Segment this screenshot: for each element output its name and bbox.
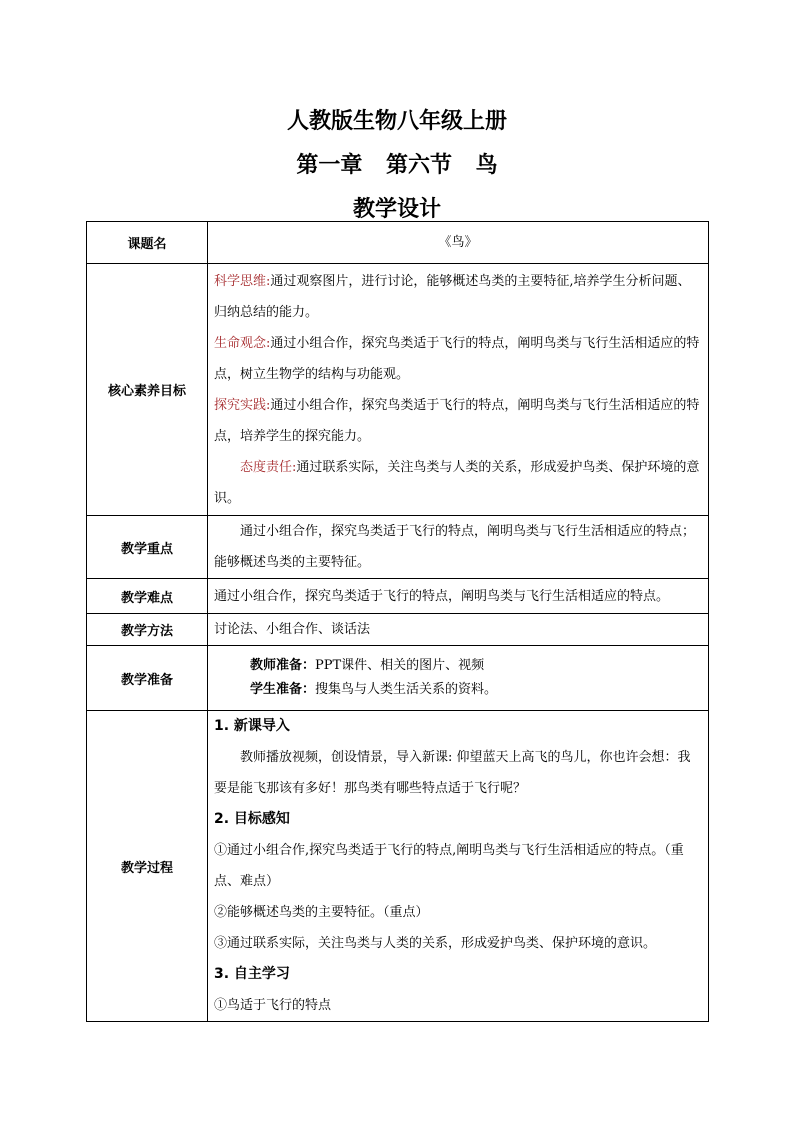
teacher-prep xyxy=(214,654,702,678)
list-item: ②能够概述鸟类的主要特征。（重点） xyxy=(214,905,429,920)
row-key-points xyxy=(87,516,709,579)
goal-tag: 生命观念: xyxy=(214,335,271,351)
label-key-points: 教学重点 xyxy=(87,516,208,579)
value-key-points: 通过小组合作，探究鸟类适于飞行的特点，阐明鸟类与飞行生活相适应的特点；能够概述鸟类的主要特征。 xyxy=(208,516,709,579)
label-difficulties: 教学难点 xyxy=(87,579,208,614)
label-goals: 核心素养目标 xyxy=(87,264,208,516)
lesson-plan-table xyxy=(86,221,709,1022)
goal-item xyxy=(214,328,702,390)
label-preparation: 教学准备 xyxy=(87,646,208,711)
goal-text: 通过联系实际，关注鸟类与人类的关系，形成爱护鸟类、保护环境的意识。 xyxy=(214,459,700,506)
row-goals xyxy=(87,264,709,516)
student-prep-tag: 学生准备： xyxy=(250,682,316,697)
list-item: ①鸟适于飞行的特点 xyxy=(214,998,332,1013)
label-methods: 教学方法 xyxy=(87,614,208,646)
goal-item xyxy=(214,452,702,514)
list-item: ③通过联系实际，关注鸟类与人类的关系，形成爱护鸟类、保护环境的意识。 xyxy=(214,936,657,951)
teacher-prep-tag: 教师准备： xyxy=(250,658,316,673)
row-methods xyxy=(87,614,709,646)
goal-item xyxy=(214,390,702,452)
value-topic: 《鸟》 xyxy=(208,222,709,264)
student-prep-text: 搜集鸟与人类生活关系的资料。 xyxy=(315,682,498,697)
goal-tag: 探究实践: xyxy=(214,397,271,413)
goal-text: 通过小组合作，探究鸟类适于飞行的特点，阐明鸟类与飞行生活相适应的特点，培养学生的探究能力。 xyxy=(214,397,700,444)
value-methods: 讨论法、小组合作、谈话法 xyxy=(208,614,709,646)
value-difficulties: 通过小组合作，探究鸟类适于飞行的特点，阐明鸟类与飞行生活相适应的特点。 xyxy=(208,579,709,614)
title-textbook: 人教版生物八年级上册 xyxy=(286,109,507,134)
goal-tag: 科学思维: xyxy=(214,273,271,289)
goal-text: 通过观察图片，进行讨论，能够概述鸟类的主要特征,培养学生分析问题、归纳总结的能力。 xyxy=(214,273,691,320)
value-preparation xyxy=(208,646,709,711)
title-teaching-design: 教学设计 xyxy=(352,197,441,222)
teacher-prep-text: PPT课件、相关的图片、视频 xyxy=(315,658,485,673)
goal-tag: 态度责任: xyxy=(240,459,297,475)
section-title: 2. 目标感知 xyxy=(214,811,290,827)
section-title: 1. 新课导入 xyxy=(214,718,290,734)
label-process: 教学过程 xyxy=(87,711,208,1022)
row-process xyxy=(87,711,709,1022)
goal-text: 通过小组合作，探究鸟类适于飞行的特点，阐明鸟类与飞行生活相适应的特点，树立生物学的结构与功能观。 xyxy=(214,335,700,382)
label-topic: 课题名 xyxy=(87,222,208,264)
row-difficulties xyxy=(87,579,709,614)
goal-item xyxy=(214,266,702,328)
title-chapter: 第一章 第六节 鸟 xyxy=(296,153,498,178)
row-topic xyxy=(87,222,709,264)
section-text: 教师播放视频，创设情景，导入新课: 仰望蓝天上高飞的鸟儿，你也许会想：我要是能飞那该有多好！那鸟类有哪些特点适于飞行呢？ xyxy=(214,750,691,796)
value-goals xyxy=(208,264,709,516)
list-item: ①通过小组合作,探究鸟类适于飞行的特点,阐明鸟类与飞行生活相适应的特点。（重点、难点） xyxy=(214,843,684,889)
student-prep xyxy=(214,678,702,702)
value-process xyxy=(208,711,709,1022)
document-title-block xyxy=(0,100,794,232)
section-title: 3. 自主学习 xyxy=(214,966,290,982)
row-preparation xyxy=(87,646,709,711)
